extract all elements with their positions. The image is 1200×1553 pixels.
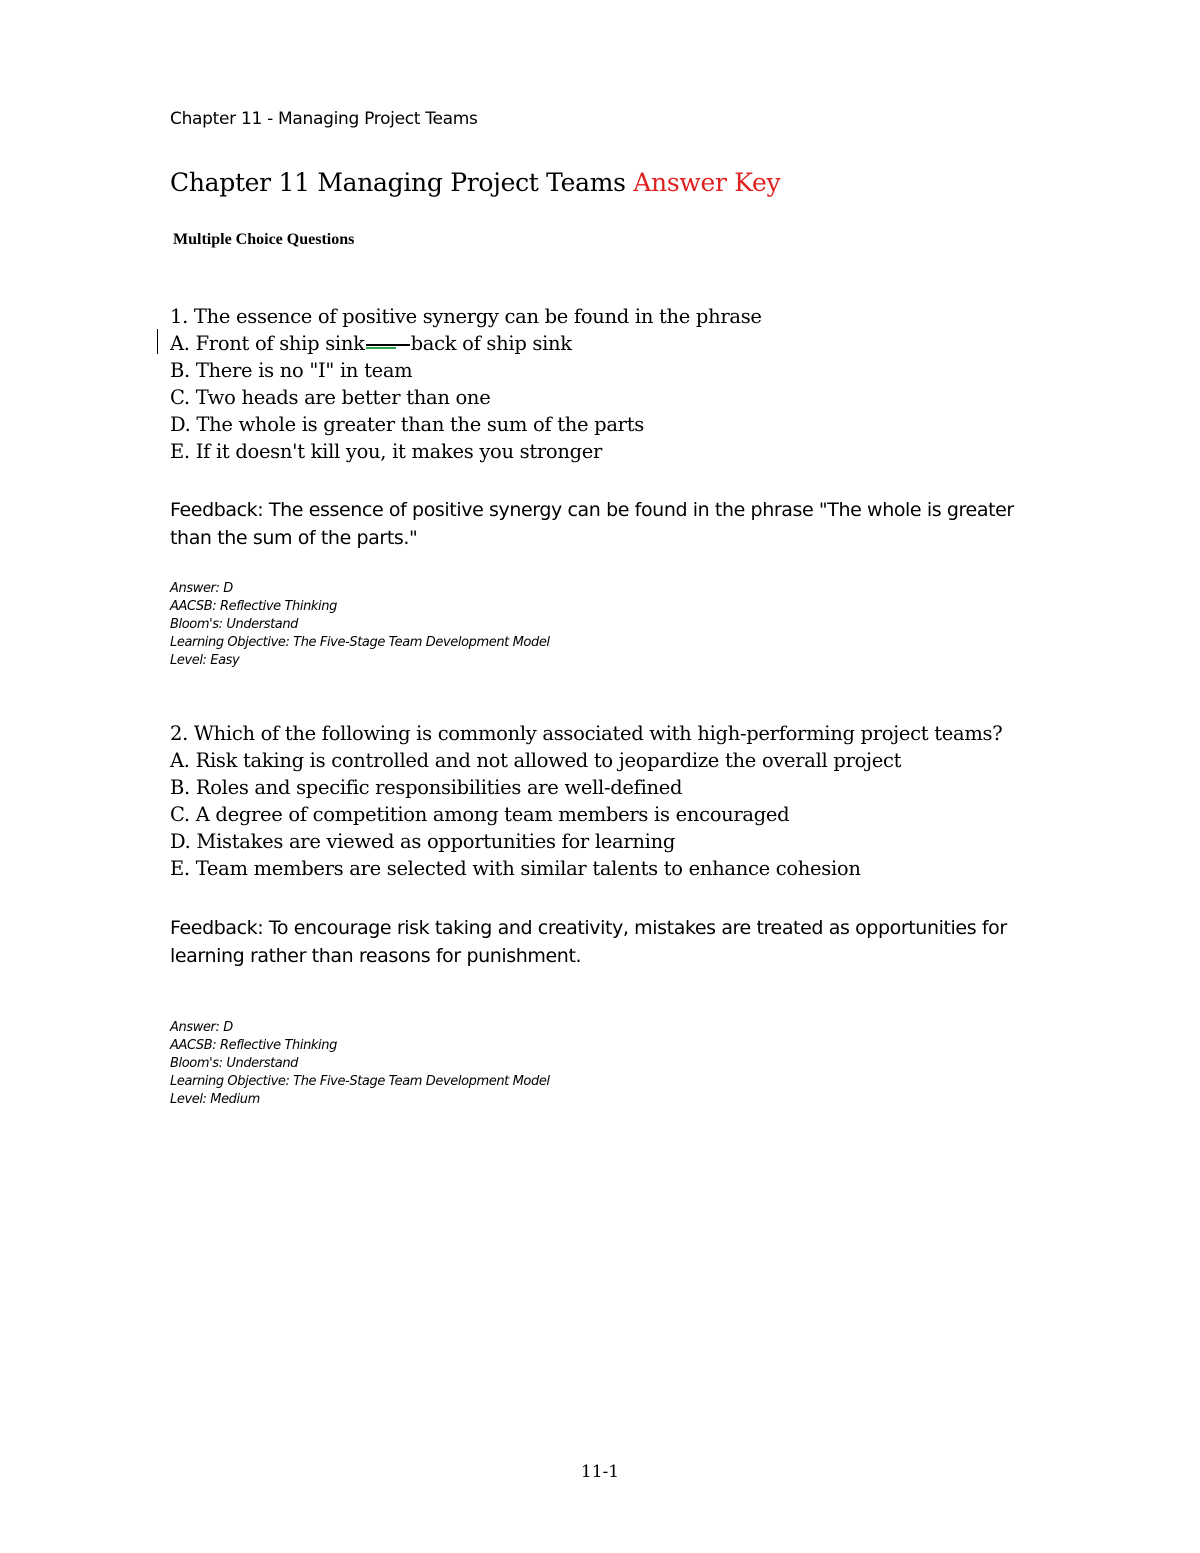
question-2-meta [170, 1019, 550, 1109]
running-header: Chapter 11 - Managing Project Teams [170, 109, 478, 129]
aacsb-line: AACSB: Reflective Thinking [170, 599, 337, 614]
level-line: Level: Medium [170, 1092, 260, 1107]
option-c: C. Two heads are better than one [170, 386, 491, 409]
title-main: Chapter 11 Managing Project Teams [170, 168, 626, 197]
option-c: C. A degree of competition among team members is encouraged [170, 803, 790, 826]
objective-line: Learning Objective: The Five-Stage Team Development Model [170, 635, 550, 650]
page-number: 11-1 [580, 1462, 620, 1482]
question-1-meta [170, 580, 550, 670]
text-cursor-marker [157, 329, 158, 354]
option-d: D. Mistakes are viewed as opportunities for learning [170, 830, 676, 853]
option-d: D. The whole is greater than the sum of the parts [170, 413, 644, 436]
option-b: B. Roles and specific responsibilities are well-defined [170, 776, 683, 799]
option-e: E. Team members are selected with similar talents to enhance cohesion [170, 857, 861, 880]
blooms-line: Bloom's: Understand [170, 1056, 299, 1071]
answer-line: Answer: D [170, 581, 233, 596]
dash-line [366, 344, 410, 346]
option-a-end: back of ship sink [410, 332, 572, 355]
objective-line: Learning Objective: The Five-Stage Team Development Model [170, 1074, 550, 1089]
section-heading: Multiple Choice Questions [173, 231, 355, 248]
question-2 [170, 720, 1050, 882]
question-stem: 1. The essence of positive synergy can be found in the phrase [170, 305, 762, 328]
answer-line: Answer: D [170, 1020, 233, 1035]
option-a [170, 330, 1050, 357]
option-a: A. Risk taking is controlled and not allowed to jeopardize the overall project [170, 749, 902, 772]
option-b: B. There is no "I" in team [170, 359, 413, 382]
question-1-feedback: Feedback: The essence of positive synergy can be found in the phrase "The whole is greater than the sum of the parts." [170, 499, 1014, 549]
question-2-feedback: Feedback: To encourage risk taking and creativity, mistakes are treated as opportunities for learning rather than reasons for punishment. [170, 917, 1007, 967]
title-answer-key: Answer Key [633, 168, 781, 197]
level-line: Level: Easy [170, 653, 240, 668]
question-stem: 2. Which of the following is commonly associated with high-performing project teams? [170, 722, 1003, 745]
question-1 [170, 303, 1050, 465]
blooms-line: Bloom's: Understand [170, 617, 299, 632]
document-title [170, 168, 780, 197]
option-a-start: A. Front of ship sink [170, 332, 365, 355]
aacsb-line: AACSB: Reflective Thinking [170, 1038, 337, 1053]
option-e: E. If it doesn't kill you, it makes you stronger [170, 440, 603, 463]
